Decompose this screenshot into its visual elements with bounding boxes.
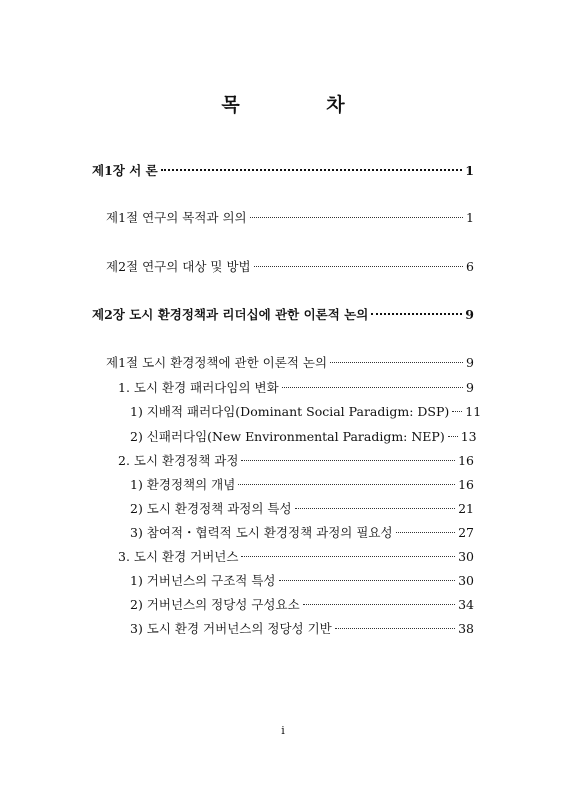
toc-entry-page: 1 xyxy=(466,210,474,225)
dot-leader xyxy=(452,411,462,412)
toc-entry[interactable] xyxy=(130,501,474,517)
toc-entry-label: 제1절 도시 환경정책에 관한 이론적 논의 xyxy=(106,355,328,370)
dot-leader xyxy=(330,362,463,363)
toc-entry-page: 6 xyxy=(466,259,474,274)
toc-entry-label: 1) 거버넌스의 구조적 특성 xyxy=(130,573,276,588)
toc-entry-page: 27 xyxy=(458,525,474,540)
toc-entry[interactable] xyxy=(106,210,474,226)
toc-entry-page: 11 xyxy=(465,404,482,419)
dot-leader xyxy=(241,556,455,557)
toc-entry-page: 9 xyxy=(466,355,474,370)
toc-entry-page: 9 xyxy=(466,380,474,395)
dot-leader xyxy=(448,436,458,437)
dot-leader xyxy=(282,387,463,388)
toc-entry-label: 2. 도시 환경정책 과정 xyxy=(118,453,239,468)
dot-leader xyxy=(396,532,456,533)
toc-entry-label: 1) 환경정책의 개념 xyxy=(130,477,236,492)
toc-entry-label: 3) 참여적・협력적 도시 환경정책 과정의 필요성 xyxy=(130,525,393,540)
toc-entry[interactable] xyxy=(118,380,474,396)
toc-entry[interactable] xyxy=(118,549,474,565)
toc-entry-page: 34 xyxy=(458,597,474,612)
dot-leader xyxy=(295,508,456,509)
toc-entry-page: 1 xyxy=(465,163,474,178)
toc-entry-page: 38 xyxy=(458,621,474,636)
toc-entry-page: 13 xyxy=(460,429,477,444)
toc-entry[interactable] xyxy=(106,355,474,371)
toc-entry[interactable] xyxy=(118,453,474,469)
dot-leader xyxy=(254,266,463,267)
dot-leader xyxy=(250,217,463,218)
toc-entry-page: 30 xyxy=(458,573,474,588)
toc-entry-page: 21 xyxy=(458,501,474,516)
toc-entry[interactable] xyxy=(130,477,474,493)
toc-entry-label: 1. 도시 환경 패러다임의 변화 xyxy=(118,380,279,395)
toc-entry[interactable] xyxy=(92,163,474,179)
dot-leader xyxy=(303,604,455,605)
toc-entry-label: 제1장 서 론 xyxy=(92,163,158,178)
toc-entry[interactable] xyxy=(130,525,474,541)
dot-leader xyxy=(161,169,463,171)
toc-entry[interactable] xyxy=(130,429,477,445)
toc-entry-label: 3. 도시 환경 거버넌스 xyxy=(118,549,239,564)
dot-leader xyxy=(371,313,462,315)
toc-entry[interactable] xyxy=(130,621,474,637)
toc-entry-label: 3) 도시 환경 거버넌스의 정당성 기반 xyxy=(130,621,332,636)
toc-entry-label: 1) 지배적 패러다임(Dominant Social Paradigm: DSP) xyxy=(130,404,450,419)
toc-entry-label: 제2절 연구의 대상 및 방법 xyxy=(106,259,251,274)
toc-entry[interactable] xyxy=(130,573,474,589)
toc-entry[interactable] xyxy=(130,404,482,420)
toc-entry[interactable] xyxy=(106,259,474,275)
dot-leader xyxy=(241,460,455,461)
page-title: 목 차 xyxy=(221,94,385,116)
toc-entry-label: 2) 도시 환경정책 과정의 특성 xyxy=(130,501,292,516)
toc-entry-label: 제1절 연구의 목적과 의의 xyxy=(106,210,247,225)
toc-entry-page: 16 xyxy=(458,453,474,468)
toc-entry-label: 2) 신패러다임(New Environmental Paradigm: NEP) xyxy=(130,429,445,444)
toc-entry-label: 제2장 도시 환경정책과 리더십에 관한 이론적 논의 xyxy=(92,307,369,322)
toc-entry-page: 30 xyxy=(458,549,474,564)
toc-entry-page: 16 xyxy=(458,477,474,492)
page-number: i xyxy=(281,724,285,737)
dot-leader xyxy=(238,484,455,485)
toc-entry[interactable] xyxy=(130,597,474,613)
toc-entry-page: 9 xyxy=(465,307,474,322)
dot-leader xyxy=(279,580,456,581)
toc-entry-label: 2) 거버넌스의 정당성 구성요소 xyxy=(130,597,300,612)
toc-entry[interactable] xyxy=(92,307,474,323)
dot-leader xyxy=(335,628,455,629)
